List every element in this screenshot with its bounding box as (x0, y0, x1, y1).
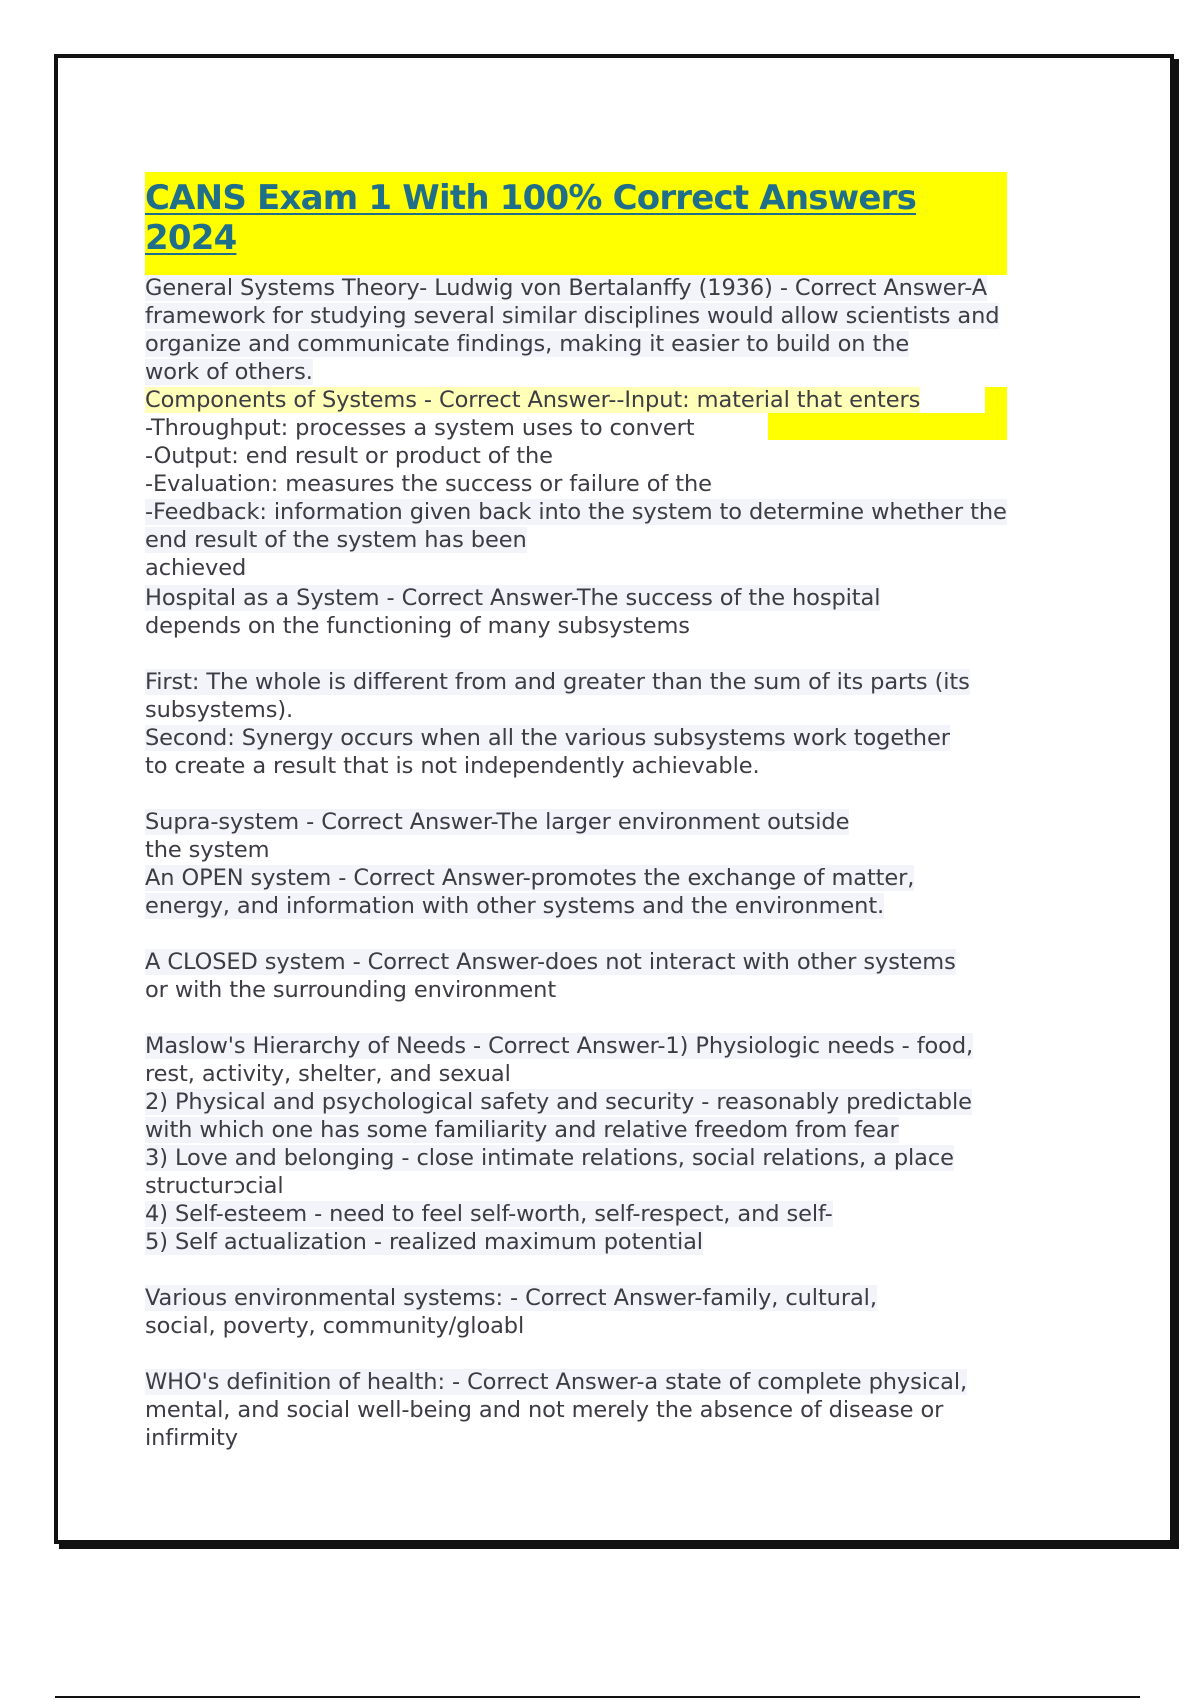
text-line: organize and communicate findings, making it easier to build on the (145, 331, 910, 357)
text-line: with which one has some familiarity and relative freedom from fear (145, 1117, 899, 1143)
text-line: depends on the functioning of many subsystems (145, 613, 690, 639)
text-line: Second: Synergy occurs when all the various subsystems work together (145, 725, 950, 751)
footer-divider (55, 1696, 1140, 1698)
text-line: achieved (145, 555, 247, 581)
document-title-text: CANS Exam 1 With 100% Correct Answers 2024 (145, 178, 917, 258)
paragraph-components-of-systems (145, 386, 1085, 582)
text-line: structurɔcial (145, 1173, 284, 1199)
text-line: end result of the system has been (145, 527, 527, 553)
text-line: 4) Self-esteem - need to feel self-worth, self-respect, and self- (145, 1201, 833, 1227)
text-line: mental, and social well-being and not merely the absence of disease or (145, 1397, 944, 1423)
paragraph-who-health (145, 1368, 1085, 1452)
text-line: Supra-system - Correct Answer-The larger environment outside (145, 809, 850, 835)
text-line: 5) Self actualization - realized maximum potential (145, 1229, 703, 1255)
paragraph-environmental-systems (145, 1284, 1085, 1340)
text-line: A CLOSED system - Correct Answer-does not interact with other systems (145, 949, 956, 975)
text-line: 2) Physical and psychological safety and security - reasonably predictable (145, 1089, 972, 1115)
text-line: An OPEN system - Correct Answer-promotes the exchange of matter, (145, 865, 915, 891)
text-line: or with the surrounding environment (145, 977, 557, 1003)
text-line: -Throughput: processes a system uses to convert (145, 415, 695, 441)
document-body (145, 274, 1085, 1452)
paragraph-closed-system (145, 948, 1085, 1004)
text-line: WHO's definition of health: - Correct Answer-a state of complete physical, (145, 1369, 968, 1395)
text-line: energy, and information with other systems and the environment. (145, 893, 885, 919)
paragraph-hospital-as-system (145, 584, 1085, 640)
text-line: -Feedback: information given back into the system to determine whether the (145, 499, 1007, 525)
text-line: subsystems). (145, 697, 294, 723)
text-line: work of others. (145, 359, 313, 385)
text-line: First: The whole is different from and greater than the sum of its parts (its (145, 669, 970, 695)
text-line: to create a result that is not independently achievable. (145, 753, 760, 779)
text-line: framework for studying several similar disciplines would allow scientists and (145, 303, 1000, 329)
text-line: Hospital as a System - Correct Answer-The success of the hospital (145, 585, 881, 611)
text-line: rest, activity, shelter, and sexual (145, 1061, 511, 1087)
paragraph-first-second (145, 668, 1085, 780)
document-title (145, 172, 1007, 275)
text-line: infirmity (145, 1425, 238, 1451)
text-line: social, poverty, community/gloabl (145, 1313, 525, 1339)
text-line: General Systems Theory- Ludwig von Bertalanffy (1936) - Correct Answer-A (145, 275, 988, 301)
text-line: Components of Systems - Correct Answer--Input: material that enters (145, 387, 921, 413)
text-line: -Output: end result or product of the (145, 443, 553, 469)
paragraph-general-systems-theory (145, 274, 1085, 386)
text-line: -Evaluation: measures the success or failure of the (145, 471, 712, 497)
paragraph-maslow-hierarchy (145, 1032, 1085, 1256)
text-line: Maslow's Hierarchy of Needs - Correct Answer-1) Physiologic needs - food, (145, 1033, 974, 1059)
text-line: 3) Love and belonging - close intimate relations, social relations, a place (145, 1145, 954, 1171)
text-line: Various environmental systems: - Correct Answer-family, cultural, (145, 1285, 877, 1311)
text-line: the system (145, 837, 270, 863)
paragraph-supra-open-system (145, 808, 1085, 920)
